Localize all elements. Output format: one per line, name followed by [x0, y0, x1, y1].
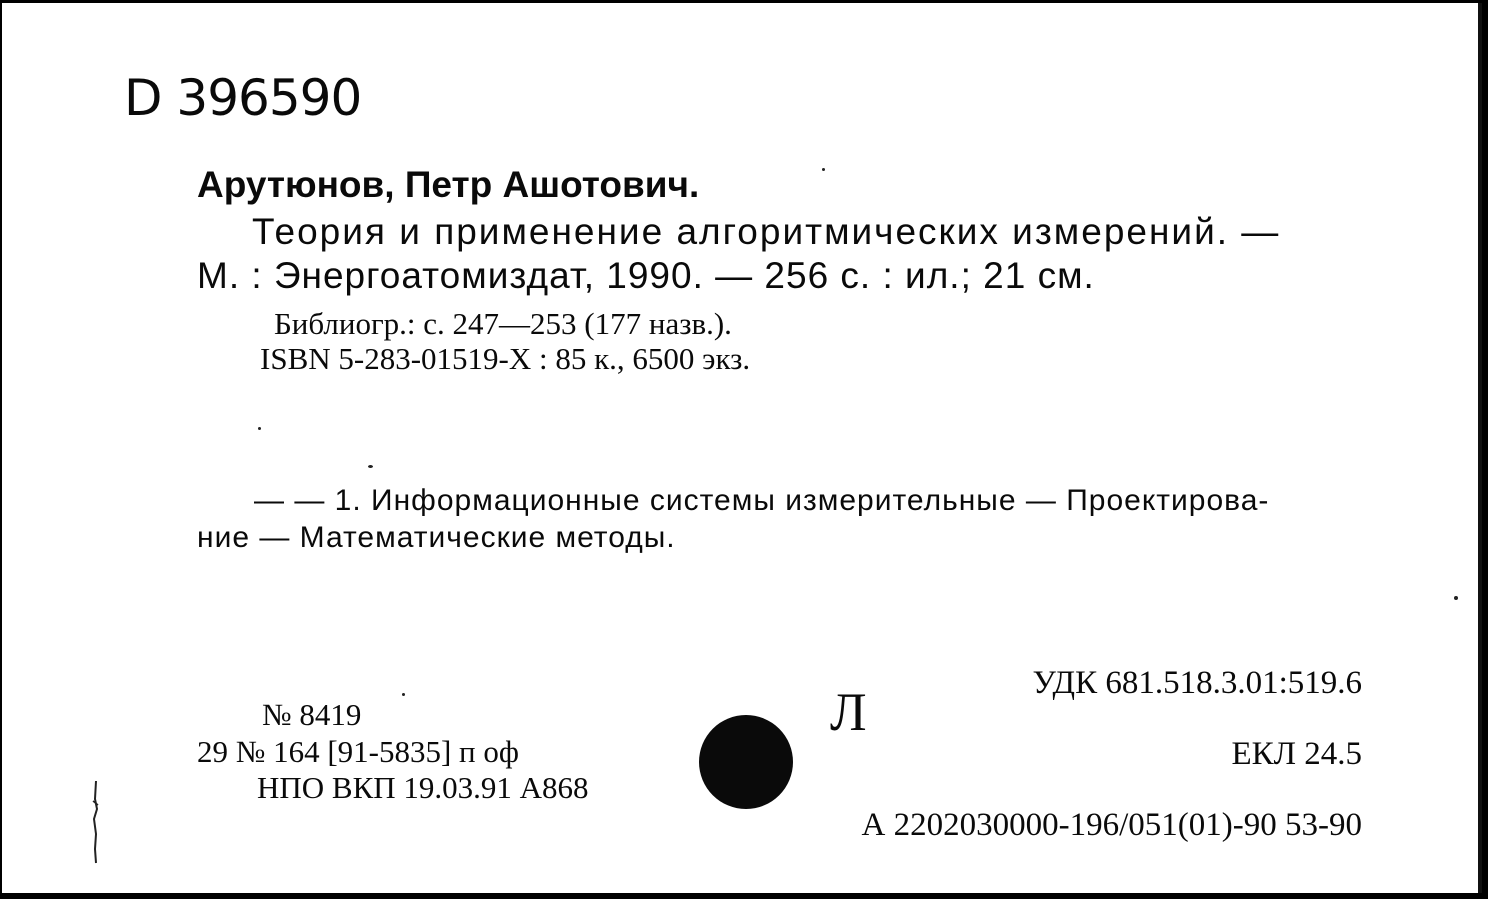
speck — [1454, 596, 1458, 600]
udk-code: УДК 681.518.3.01:519.6 — [1032, 665, 1362, 701]
speck — [258, 427, 261, 430]
publisher-info: НПО ВКП 19.03.91 А868 — [257, 770, 589, 805]
call-number: D 396590 — [124, 69, 362, 127]
subject-heading-line-1: — — 1. Информационные системы измерительные — Проектирова- — [254, 484, 1270, 517]
edge-scribble — [90, 779, 100, 865]
punch-hole — [699, 715, 793, 809]
isbn-line: ISBN 5-283-01519-X : 85 к., 6500 экз. — [260, 341, 751, 376]
subject-heading-line-2: ние — Математические методы. — [197, 521, 676, 554]
classification-code: А 2202030000-196/051(01)-90 53-90 — [861, 807, 1362, 843]
speck — [822, 168, 825, 171]
ekl-code: ЕКЛ 24.5 — [1231, 736, 1362, 772]
letter-mark: Л — [830, 682, 867, 742]
card-number: № 8419 — [262, 697, 362, 732]
speck — [402, 693, 405, 696]
title-line-2: М. : Энергоатомиздат, 1990. — 256 с. : ил.; 21 см. — [197, 255, 1095, 296]
catalog-card — [2, 3, 1482, 893]
speck — [368, 465, 373, 468]
author-heading: Арутюнов, Петр Ашотович. — [197, 164, 700, 205]
title-line-1: Теория и применение алгоритмических измерений. — — [252, 211, 1281, 252]
order-number: 29 № 164 [91-5835] п оф — [197, 734, 519, 769]
bibliography-note: Библиогр.: с. 247—253 (177 назв.). — [274, 306, 732, 341]
